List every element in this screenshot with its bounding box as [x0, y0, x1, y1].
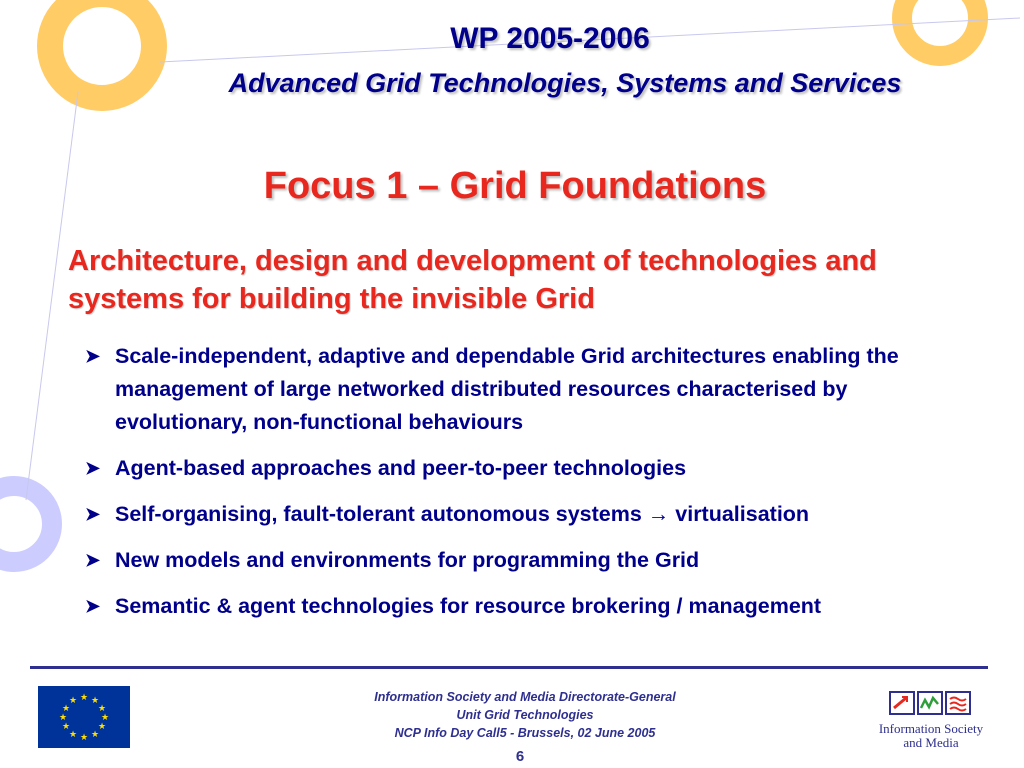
- svg-text:★: ★: [90, 730, 100, 740]
- svg-text:★: ★: [58, 713, 68, 723]
- footer-line-1: Information Society and Media Directorate-General: [374, 690, 676, 704]
- eu-flag-icon: [38, 686, 130, 748]
- bullet-item: [85, 590, 965, 623]
- bullet-text: Agent-based approaches and peer-to-peer technologies: [115, 456, 687, 480]
- logo-caption-line-2: and Media: [903, 735, 959, 750]
- svg-text:★: ★: [79, 693, 89, 703]
- svg-text:★: ★: [61, 722, 71, 732]
- logo-caption-line-1: Information Society: [878, 721, 984, 736]
- arrowhead-bullet-icon: ➤: [85, 458, 101, 478]
- bullet-list: [85, 340, 965, 636]
- svg-text:★: ★: [97, 722, 107, 732]
- header-subtitle: Advanced Grid Technologies, Systems and Services: [228, 68, 902, 98]
- svg-text:★: ★: [68, 696, 78, 706]
- arrowhead-bullet-icon: ➤: [85, 504, 101, 524]
- svg-text:★: ★: [61, 704, 71, 714]
- focus-subheading: Architecture, design and development of technologies and systems for building the invisible Grid: [68, 245, 877, 315]
- arrowhead-bullet-icon: ➤: [85, 346, 101, 366]
- footer-line-3: NCP Info Day Call5 - Brussels, 02 June 2005: [394, 726, 656, 740]
- bullet-text: Scale-independent, adaptive and dependable Grid architectures enabling the management of large networked distributed resources characterised by evolutionary, non-functional behaviours: [115, 344, 899, 434]
- footer-divider: [30, 666, 988, 669]
- yellow-ring-top-right: [902, 0, 978, 56]
- svg-text:★: ★: [100, 713, 110, 723]
- focus-title: Focus 1 – Grid Foundations: [263, 165, 767, 207]
- arrowhead-bullet-icon: ➤: [85, 596, 101, 616]
- page-number: 6: [515, 748, 525, 765]
- svg-text:★: ★: [79, 733, 89, 743]
- footer-text: [300, 688, 750, 742]
- logo-caption: [872, 722, 990, 750]
- bullet-item: [85, 452, 965, 485]
- header-title: WP 2005-2006: [450, 22, 650, 55]
- bullet-text: Self-organising, fault-tolerant autonomous systems → virtualisation: [115, 502, 810, 526]
- bullet-text: New models and environments for programming the Grid: [115, 548, 700, 572]
- bullet-item: [85, 340, 965, 439]
- bullet-text: Semantic & agent technologies for resource brokering / management: [115, 594, 822, 618]
- bullet-item: [85, 498, 965, 531]
- svg-text:★: ★: [97, 704, 107, 714]
- svg-text:★: ★: [90, 696, 100, 706]
- arrowhead-bullet-icon: ➤: [85, 550, 101, 570]
- footer-line-2: Unit Grid Technologies: [456, 708, 594, 722]
- svg-text:★: ★: [68, 730, 78, 740]
- bullet-item: [85, 544, 965, 577]
